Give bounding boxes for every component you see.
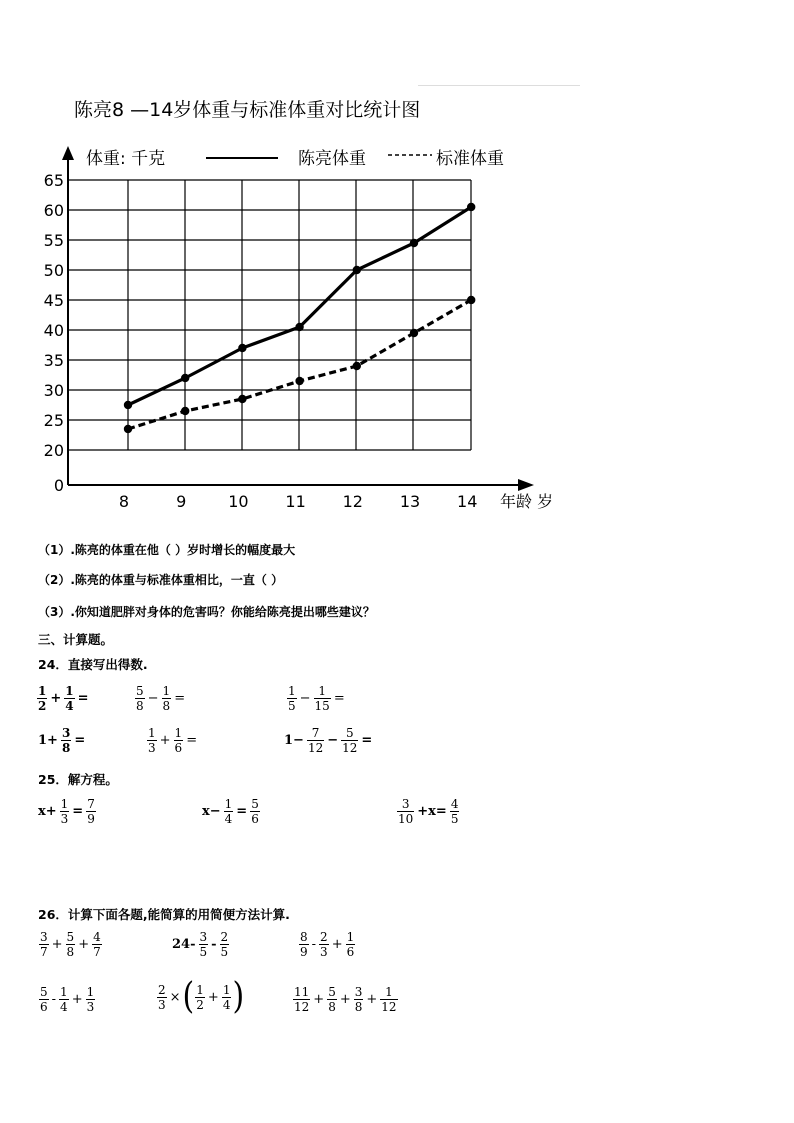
y-tick-labels xyxy=(44,171,64,495)
data-point xyxy=(238,395,246,403)
x-tick-label: 13 xyxy=(399,492,421,511)
problem-25-title: 25．解方程。 xyxy=(38,772,118,787)
y-tick-label: 35 xyxy=(43,351,64,370)
chart-title: 陈亮8 —14岁体重与标准体重对比统计图 xyxy=(74,99,421,121)
chart-legend xyxy=(86,149,504,169)
data-point xyxy=(181,407,189,415)
legend-label-chenliang: 陈亮体重 xyxy=(298,149,366,169)
data-point xyxy=(467,296,475,304)
p26-expr-3: $\frac{8}{9}$ - $\frac{2}{3}$ + $\frac{1}{6}$ xyxy=(300,930,355,959)
data-point xyxy=(467,203,475,211)
data-point xyxy=(124,401,132,409)
data-point xyxy=(410,239,418,247)
data-point xyxy=(295,377,303,385)
p26-expr-5: $\frac{2}{3}$ × ( $\frac{1}{2}$ + $\frac{1}{4}$ ) xyxy=(158,975,245,1018)
x-tick-label: 11 xyxy=(285,492,306,511)
y-tick-label: 60 xyxy=(43,201,64,220)
y-axis-arrow xyxy=(62,146,74,160)
x-tick-label: 8 xyxy=(118,492,130,511)
chart-grid xyxy=(68,180,471,450)
p24-expr-2: $\frac{5}{8}$ − $\frac{1}{8}$ = xyxy=(136,684,186,713)
x-axis-label: 年龄 岁 xyxy=(500,492,554,511)
x-axis-arrow xyxy=(518,479,534,491)
y-tick-label: 40 xyxy=(43,321,64,340)
p25-equation-3: $\frac{3}{10}$ +x= $\frac{4}{5}$ xyxy=(398,797,459,826)
x-tick-label: 9 xyxy=(176,492,187,511)
question-2: （2）.陈亮的体重与标准体重相比，一直（ ） xyxy=(38,573,284,587)
y-tick-label: 30 xyxy=(43,381,64,400)
p24-expr-5: $\frac{1}{3}$ + $\frac{1}{6}$ = xyxy=(148,726,198,755)
y-tick-label: 25 xyxy=(43,411,64,430)
question-3: （3）.你知道肥胖对身体的危害吗？你能给陈亮提出哪些建议？ xyxy=(38,605,375,619)
x-tick-labels xyxy=(119,492,477,511)
p26-expr-1: $\frac{3}{7}$ + $\frac{5}{8}$ + $\frac{4}{7}$ xyxy=(40,930,101,959)
chart-axes xyxy=(62,146,534,491)
data-point xyxy=(410,329,418,337)
data-point xyxy=(295,323,303,331)
p24-expr-4: 1+ $\frac{3}{8}$ = xyxy=(38,726,86,755)
question-1: （1）.陈亮的体重在他（ ）岁时增长的幅度最大 xyxy=(38,543,296,557)
y-tick-label: 0 xyxy=(53,476,64,495)
y-tick-label: 20 xyxy=(43,441,64,460)
x-tick-label: 12 xyxy=(342,492,363,511)
x-tick-label: 10 xyxy=(228,492,249,511)
y-tick-label: 55 xyxy=(43,231,64,250)
p24-expr-1: $\frac{1}{2}$ + $\frac{1}{4}$ = xyxy=(38,684,89,713)
y-tick-label: 50 xyxy=(43,261,64,280)
p24-expr-3: $\frac{1}{5}$ − $\frac{1}{15}$ = xyxy=(288,684,345,713)
y-tick-label: 45 xyxy=(43,291,64,310)
p26-expr-6: $\frac{11}{12}$ + $\frac{5}{8}$ + $\frac{3}{8}$ + $\frac{1}{12}$ xyxy=(294,985,397,1014)
p26-expr-2: 24- $\frac{3}{5}$ - $\frac{2}{5}$ xyxy=(172,930,229,959)
data-point xyxy=(124,425,132,433)
p26-expr-4: $\frac{5}{6}$ - $\frac{1}{4}$ + $\frac{1}{3}$ xyxy=(40,985,95,1014)
data-point xyxy=(353,266,361,274)
p24-expr-6: 1− $\frac{7}{12}$ − $\frac{5}{12}$ = xyxy=(284,726,373,755)
legend-label-standard: 标准体重 xyxy=(436,149,504,169)
data-point xyxy=(238,344,246,352)
y-tick-label: 65 xyxy=(43,171,64,190)
x-tick-label: 14 xyxy=(457,492,478,511)
weight-line-chart xyxy=(0,0,600,525)
data-point xyxy=(181,374,189,382)
y-axis-label: 体重: 千克 xyxy=(86,149,166,169)
problem-24-title: 24．直接写出得数. xyxy=(38,657,148,672)
p25-equation-2: x− $\frac{1}{4}$ = $\frac{5}{6}$ xyxy=(202,797,259,826)
problem-26-title: 26．计算下面各题,能简算的用简便方法计算. xyxy=(38,907,290,922)
p25-equation-1: x+ $\frac{1}{3}$ = $\frac{7}{9}$ xyxy=(38,797,95,826)
section-heading: 三、计算题。 xyxy=(38,632,114,647)
chart-series xyxy=(124,203,476,433)
data-point xyxy=(353,362,361,370)
